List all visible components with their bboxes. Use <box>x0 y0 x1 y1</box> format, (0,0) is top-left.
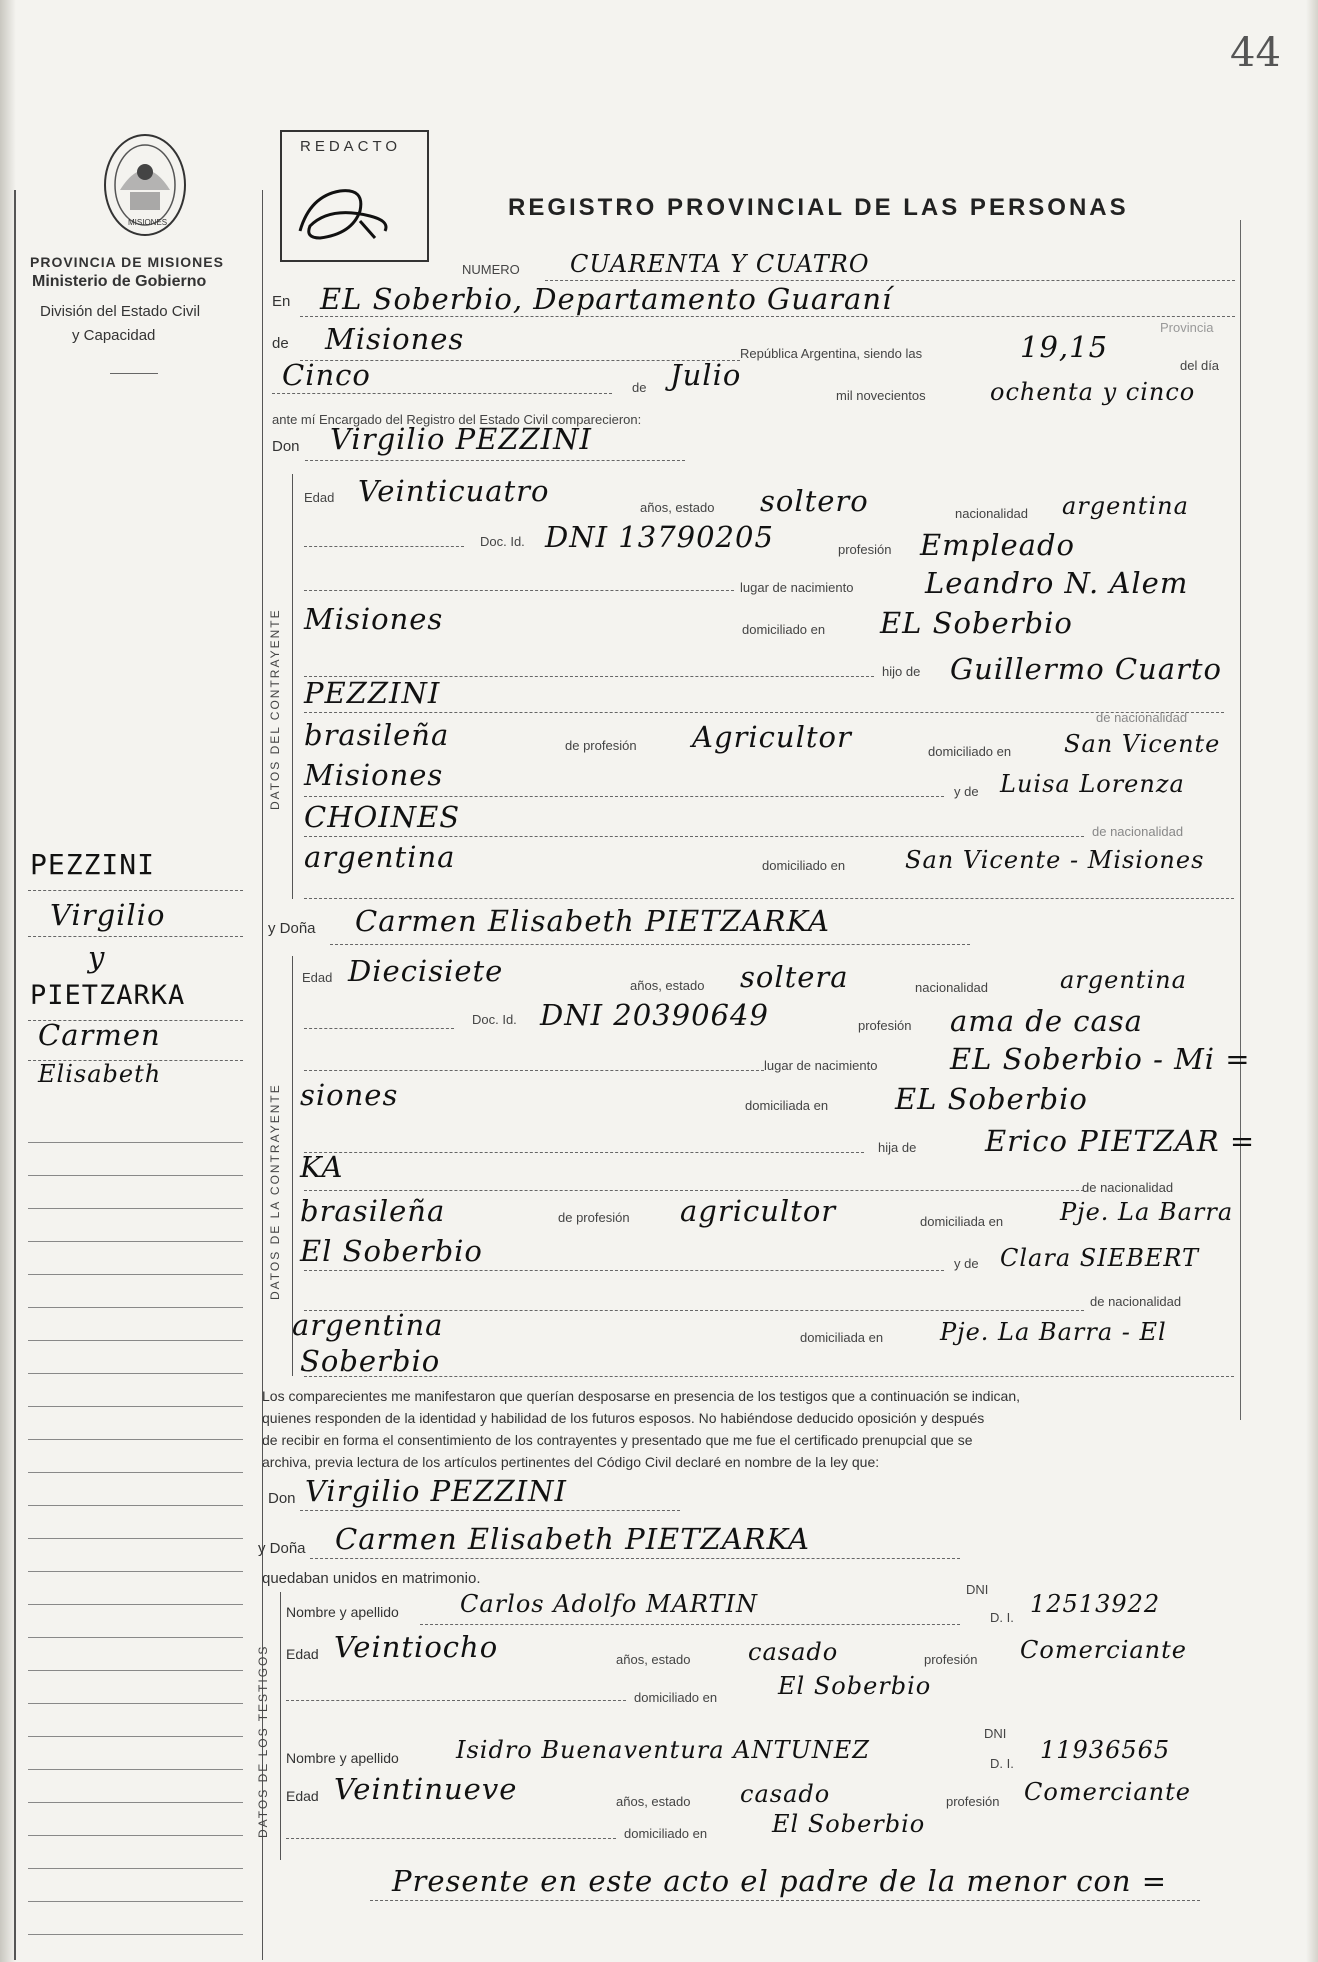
t1-domicilio: El Soberbio <box>778 1672 932 1700</box>
padre-profesion-label: de profesión <box>565 738 637 753</box>
contrayenta-madre-nacionalidad-label: de nacionalidad <box>1090 1294 1182 1309</box>
province-name: PROVINCIA DE MISIONES <box>30 254 224 270</box>
contrayente-profesion: Empleado <box>920 528 1075 562</box>
t1-estado-label: años, estado <box>616 1652 691 1667</box>
t1-domicilio-label: domiciliado en <box>634 1690 718 1705</box>
contrayenta-side-label: DATOS DE LA CONTRAYENTE <box>268 1083 282 1300</box>
contrayente-estado: soltero <box>760 484 869 518</box>
republica-label: República Argentina, siendo las <box>740 346 923 361</box>
contrayenta-madre-domicilio-label: domiciliada en <box>800 1330 884 1345</box>
contrayenta-nacionalidad: argentina <box>1060 966 1187 994</box>
contrayenta-nacionalidad-label: nacionalidad <box>915 980 989 995</box>
contrayenta-domicilio: EL Soberbio <box>895 1082 1088 1116</box>
contrayente-lugar-cont: Misiones <box>304 602 444 636</box>
contrayente-padre-dom-cont: Misiones <box>304 758 444 792</box>
division-line-2: y Capacidad <box>72 327 156 344</box>
ministry-name: Ministerio de Gobierno <box>32 273 207 290</box>
testigos-bracket <box>280 1592 281 1860</box>
en-value: EL Soberbio, Departamento Guaraní <box>320 282 893 316</box>
contrayenta-edad: Diecisiete <box>348 954 504 988</box>
de2-label: de <box>632 380 647 395</box>
t2-di-prefix: DNI <box>984 1726 1007 1741</box>
t2-di-label: D. I. <box>990 1756 1014 1771</box>
t2-profesion-label: profesión <box>946 1794 1000 1809</box>
contrayenta-padre-dom-cont: El Soberbio <box>300 1234 483 1268</box>
margin-ruled-lines <box>28 1110 243 1960</box>
de-label: de <box>272 335 289 352</box>
en-label: En <box>272 293 291 310</box>
provincia-label: Provincia <box>1160 320 1214 335</box>
contrayente-nacionalidad: argentina <box>1062 492 1189 520</box>
madre-nacionalidad-label: de nacionalidad <box>1092 824 1184 839</box>
padre-nacionalidad-label: de nacionalidad <box>1096 710 1188 725</box>
t2-domicilio: El Soberbio <box>772 1810 926 1838</box>
left-margin-rule <box>14 190 16 1960</box>
anio-value: ochenta y cinco <box>990 378 1196 406</box>
redacto-label: REDACTO <box>300 138 402 155</box>
t1-edad-label: Edad <box>286 1646 319 1662</box>
t1-di: 12513922 <box>1030 1590 1161 1618</box>
domicilio-label: domiciliado en <box>742 622 826 637</box>
contrayenta-profesion: ama de casa <box>950 1004 1143 1038</box>
body-line-2: quienes responden de la identidad y habilidad de los futuros esposos. No habiéndose deducido oposición y después <box>262 1410 985 1426</box>
contrayenta-padre-prof: agricultor <box>680 1194 837 1228</box>
madre-y-de-label: y de <box>954 784 979 799</box>
contrayenta-doc: DNI 20390649 <box>540 998 769 1032</box>
hijo-label: hijo de <box>882 664 921 679</box>
contrayente-edad: Veinticuatro <box>358 474 550 508</box>
contrayenta-madre-dom-cont: Soberbio <box>300 1344 441 1378</box>
t2-di: 11936565 <box>1040 1736 1171 1764</box>
margin-name-2: Virgilio <box>50 898 166 932</box>
contrayenta-padre-profesion-label: de profesión <box>558 1210 630 1225</box>
t1-profesion: Comerciante <box>1020 1636 1187 1664</box>
body-dona-label: y Doña <box>258 1540 306 1557</box>
nacionalidad-label: nacionalidad <box>955 506 1029 521</box>
ante-label: ante mí Encargado del Registro del Estado Civil comparecieron: <box>272 412 642 427</box>
contrayenta-lugar-label: lugar de nacimiento <box>764 1058 878 1073</box>
hora-value: 19,15 <box>1020 330 1109 364</box>
contrayente-padre-dom: San Vicente <box>1064 730 1221 758</box>
contrayente-madre-dom: San Vicente - Misiones <box>905 846 1205 874</box>
de-value: Misiones <box>325 322 465 356</box>
redacto-stamp <box>280 130 429 262</box>
numero-value: CUARENTA Y CUATRO <box>570 250 870 278</box>
hija-label: hija de <box>878 1140 917 1155</box>
padre-domicilio-label: domiciliado en <box>928 744 1012 759</box>
contrayenta-lugar: EL Soberbio - Mi = <box>950 1042 1251 1076</box>
contrayenta-doc-label: Doc. Id. <box>472 1012 517 1027</box>
contrayente-nombre: Virgilio PEZZINI <box>330 422 592 456</box>
contrayente-lugar: Leandro N. Alem <box>925 566 1189 600</box>
contrayente-domicilio: EL Soberbio <box>880 606 1073 640</box>
contrayenta-padre: Erico PIETZAR = <box>985 1124 1256 1158</box>
t2-profesion: Comerciante <box>1024 1778 1191 1806</box>
contrayenta-padre-nac: brasileña <box>300 1194 446 1228</box>
numero-label: NUMERO <box>462 262 520 277</box>
contrayente-doc: DNI 13790205 <box>545 520 774 554</box>
contrayenta-madre-y-de-label: y de <box>954 1256 979 1271</box>
page-edge-shadow <box>1306 0 1318 1962</box>
margin-name-1: PEZZINI <box>30 848 156 881</box>
contrayente-padre-nac: brasileña <box>304 718 450 752</box>
redacto-initial-signature <box>290 176 410 252</box>
profesion-label: profesión <box>838 542 892 557</box>
contrayente-side-label: DATOS DEL CONTRAYENTE <box>268 608 282 810</box>
margin-name-5: Carmen <box>38 1018 161 1052</box>
del-dia-label: del día <box>1180 358 1220 373</box>
contrayenta-madre-dom: Pje. La Barra - El <box>940 1318 1167 1346</box>
margin-name-6: Elisabeth <box>38 1060 162 1088</box>
t1-di-prefix: DNI <box>966 1582 989 1597</box>
contrayente-padre-cont: PEZZINI <box>304 676 441 710</box>
registry-title: REGISTRO PROVINCIAL DE LAS PERSONAS <box>508 194 1129 221</box>
contrayenta-padre-nacionalidad-label: de nacionalidad <box>1082 1180 1174 1195</box>
contrayenta-padre-cont: KA <box>300 1150 344 1184</box>
mes-value: Julio <box>670 358 742 392</box>
don-label: Don <box>272 438 300 455</box>
lugar-label: lugar de nacimiento <box>740 580 854 595</box>
mil-label: mil novecientos <box>836 388 926 403</box>
estado-label: años, estado <box>640 500 715 515</box>
provincial-seal <box>100 130 190 240</box>
contrayente-padre: Guillermo Cuarto <box>950 652 1223 686</box>
contrayente-bracket <box>292 474 293 899</box>
t2-nombre: Isidro Buenaventura ANTUNEZ <box>456 1736 870 1764</box>
madre-domicilio-label: domiciliado en <box>762 858 846 873</box>
t1-estado: casado <box>748 1638 839 1666</box>
t2-estado-label: años, estado <box>616 1794 691 1809</box>
contrayenta-padre-domicilio-label: domiciliada en <box>920 1214 1004 1229</box>
t2-nombre-label: Nombre y apellido <box>286 1750 399 1766</box>
contrayenta-lugar-cont: siones <box>300 1078 399 1112</box>
body-don-value: Virgilio PEZZINI <box>305 1474 567 1508</box>
contrayenta-estado: soltera <box>740 960 849 994</box>
t2-estado: casado <box>740 1780 831 1808</box>
contrayenta-edad-label: Edad <box>302 970 333 985</box>
footer-note: Presente en este acto el padre de la menor con = <box>392 1864 1168 1898</box>
body-line-4: archiva, previa lectura de los artículos pertinentes del Código Civil declaré en nombre de la ley que: <box>262 1454 880 1470</box>
page-number: 44 <box>1230 30 1281 76</box>
contrayenta-madre: Clara SIEBERT <box>1000 1244 1200 1272</box>
contrayenta-domicilio-label: domiciliada en <box>745 1098 829 1113</box>
dona-label: y Doña <box>268 920 316 937</box>
contrayenta-profesion-label: profesión <box>858 1018 912 1033</box>
right-margin-rule <box>1240 220 1241 1420</box>
body-line-3: de recibir en forma el consentimiento de los contrayentes y presentado que me fue el certificado prenupcial que se <box>262 1432 973 1448</box>
contrayenta-estado-label: años, estado <box>630 978 705 993</box>
contrayente-padre-prof: Agricultor <box>692 720 852 754</box>
contrayente-madre: Luisa Lorenza <box>1000 770 1185 798</box>
division-line-1: División del Estado Civil <box>40 303 201 320</box>
edad-label: Edad <box>304 490 335 505</box>
t2-domicilio-label: domiciliado en <box>624 1826 708 1841</box>
contrayente-madre-nac: argentina <box>304 840 456 874</box>
t1-edad: Veintiocho <box>334 1630 499 1664</box>
division-underline <box>110 373 158 374</box>
doc-label: Doc. Id. <box>480 534 525 549</box>
contrayente-madre-cont: CHOINES <box>304 800 461 834</box>
contrayenta-nombre: Carmen Elisabeth PIETZARKA <box>355 904 830 938</box>
t2-edad: Veintinueve <box>334 1772 518 1806</box>
testigos-side-label: DATOS DE LOS TESTIGOS <box>256 1644 270 1838</box>
contrayenta-madre-nac: argentina <box>292 1308 444 1342</box>
t2-edad-label: Edad <box>286 1788 319 1804</box>
margin-name-3: y <box>88 940 106 974</box>
dia-value: Cinco <box>282 358 371 392</box>
margin-name-4: PIETZARKA <box>30 980 186 1011</box>
body-line-1: Los comparecientes me manifestaron que querían desposarse en presencia de los testigos que a continuación se indican, <box>262 1388 1021 1404</box>
t1-profesion-label: profesión <box>924 1652 978 1667</box>
contrayenta-padre-dom: Pje. La Barra <box>1060 1198 1234 1226</box>
t1-nombre-label: Nombre y apellido <box>286 1604 399 1620</box>
t1-nombre: Carlos Adolfo MARTIN <box>460 1590 759 1618</box>
body-closing: quedaban unidos en matrimonio. <box>262 1570 481 1587</box>
body-don-label: Don <box>268 1490 296 1507</box>
seal-text: MISIONES <box>128 218 168 227</box>
t1-di-label: D. I. <box>990 1610 1014 1625</box>
body-dona-value: Carmen Elisabeth PIETZARKA <box>335 1522 810 1556</box>
